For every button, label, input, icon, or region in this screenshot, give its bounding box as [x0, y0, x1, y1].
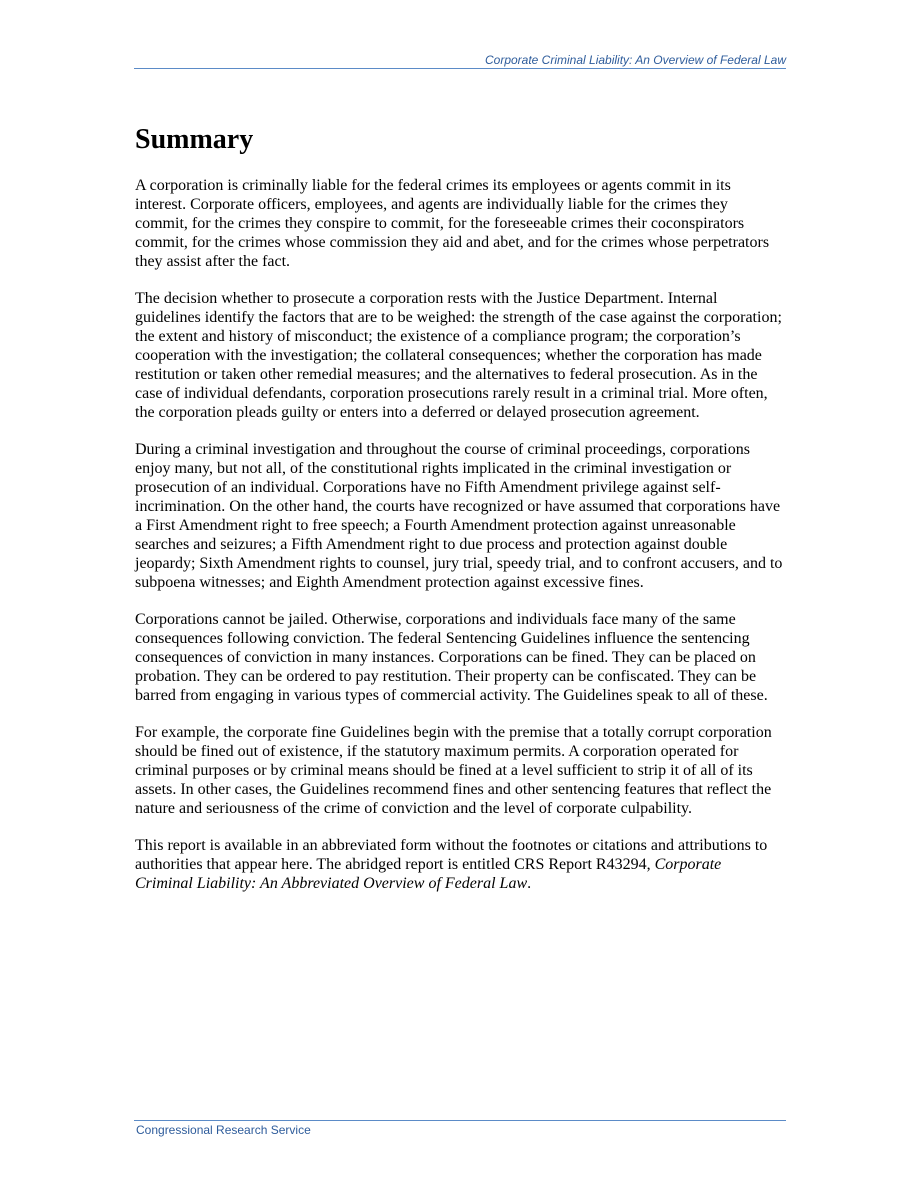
abridged-report-title: Corporate Criminal Liability: An Abbreviated Overview of Federal Law	[135, 856, 722, 892]
abridged-report-text: This report is available in an abbreviated form without the footnotes or citations and attributions to authorities that appear here. The abridged report is entitled CRS Report R43294,	[135, 837, 768, 873]
footer-divider	[134, 1120, 786, 1121]
summary-body	[135, 176, 783, 911]
paragraph-abridged-report	[135, 836, 783, 893]
running-header-title: Corporate Criminal Liability: An Overview of Federal Law	[484, 53, 786, 67]
header-divider	[134, 68, 786, 69]
paragraph-consequences: Corporations cannot be jailed. Otherwise, corporations and individuals face many of the same consequences following conviction. The federal Sentencing Guidelines influence the sentencing consequences of conviction in many instances. Corporations can be fined. They can be placed on probation. They can be ordered to pay restitution. Their property can be confiscated. They can be barred from engaging in various types of commercial activity. The Guidelines speak to all of these.	[135, 611, 768, 704]
paragraph-prosecution: The decision whether to prosecute a corporation rests with the Justice Department. Internal guidelines identify the factors that are to be weighed: the strength of the case against the corporation; the extent and history of misconduct; the existence of a compliance program; the corporation’s cooperation with the investigation; the collateral consequences; whether the corporation has made restitution or taken other remedial measures; and the alternatives to federal prosecution. As in the case of individual defendants, corporation prosecutions rarely result in a criminal trial. More often, the corporation pleads guilty or enters into a deferred or delayed prosecution agreement.	[135, 290, 782, 421]
paragraph-constitutional-rights: During a criminal investigation and throughout the course of criminal proceedings, corporations enjoy many, but not all, of the constitutional rights implicated in the criminal investigation or prosecution of an individual. Corporations have no Fifth Amendment privilege against self-incrimination. On the other hand, the courts have recognized or have assumed that corporations have a First Amendment right to free speech; a Fourth Amendment protection against unreasonable searches and seizures; a Fifth Amendment right to due process and protection against double jeopardy; Sixth Amendment rights to counsel, jury trial, speedy trial, and to confront accusers, and to subpoena witnesses; and Eighth Amendment protection against excessive fines.	[135, 441, 783, 591]
paragraph-fines: For example, the corporate fine Guidelines begin with the premise that a totally corrupt corporation should be fined out of existence, if the statutory maximum permits. A corporation operated for criminal purposes or by criminal means should be fined at a level sufficient to strip it of all of its assets. In other cases, the Guidelines recommend fines and other sentencing features that reflect the nature and seriousness of the crime of conviction and the level of corporate culpability.	[135, 724, 772, 817]
footer-organization: Congressional Research Service	[136, 1123, 311, 1137]
abridged-report-end: .	[527, 875, 532, 892]
paragraph-liability: A corporation is criminally liable for the federal crimes its employees or agents commit in its interest. Corporate officers, employees, and agents are individually liable for the crimes they commit, for the crimes they conspire to commit, for the foreseeable crimes their coconspirators commit, for the crimes whose commission they aid and abet, and for the crimes whose perpetrators they assist after the fact.	[135, 177, 770, 270]
page-title: Summary	[135, 124, 254, 155]
